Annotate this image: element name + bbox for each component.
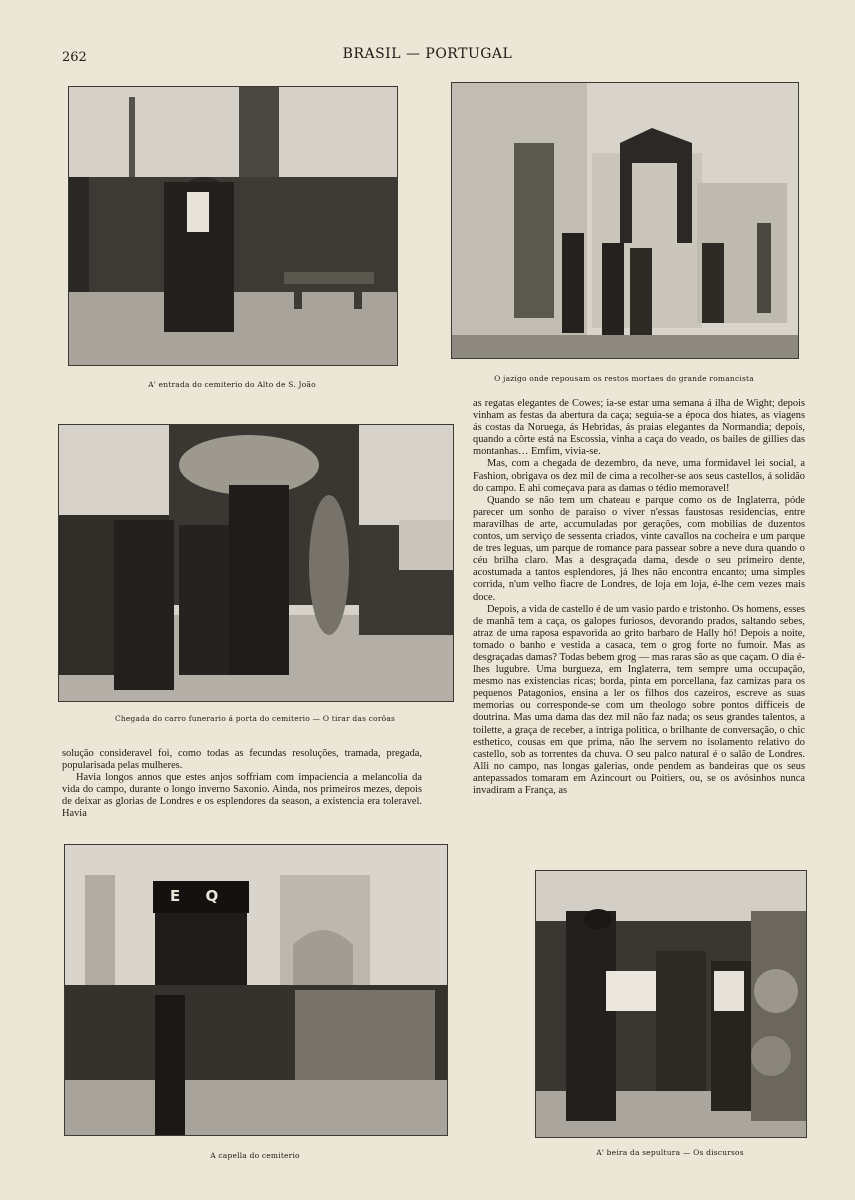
photo-graveside-speeches [535, 870, 807, 1138]
right-paragraph-1: as regatas elegantes de Cowes; ia-se estar uma semana á ilha de Wight; depois vinham as festas da abertura da caça; seguia-se a época dos hiates, as viagens ás costas da Noruega, ás Hebridas, ás praias elegantes da Normandia; depois, quando a côrte está na Escossia, vinha a caça do veado, os bailes de gillies das montanhas… Emfim, vivia-se. [473, 398, 805, 458]
photo-tomb [451, 82, 799, 359]
right-text-column [473, 398, 805, 797]
caption-photo5: A' beira da sepultura — Os discursos [596, 1148, 744, 1157]
photo-graveside-speeches-image [536, 871, 806, 1137]
photo-cemetery-entrance-image [69, 87, 397, 365]
right-paragraph-2: Mas, com a chegada de dezembro, da neve, uma formidavel lei social, a Fashion, obrigava os dez mil de cima a recolher-se aos seus castellos, á solidão do campo. E ahi começava para as damas o tédio memoravel! [473, 458, 805, 494]
running-head: BRASIL — PORTUGAL [342, 46, 513, 62]
caption-photo1: A' entrada do cemiterio do Alto de S. João [148, 380, 316, 389]
photo-cemetery-chapel [64, 844, 448, 1136]
caption-photo2: O jazigo onde repousam os restos mortaes do grande romancista [494, 374, 754, 383]
left-paragraph-2: Havia longos annos que estes anjos soffriam com impaciencia a melancolia da vida do campo, durante o longo inverno Saxonio. Ainda, nos primeiros mezes, depois de deixar as glorias de Londres e os esplendores da season, a existencia era toleravel. Havia [62, 772, 422, 820]
photo-cemetery-entrance [68, 86, 398, 366]
caption-photo3: Chegada do carro funerario á porta do cemiterio — O tirar das corôas [114, 714, 396, 723]
photo-cemetery-chapel-image [65, 845, 447, 1135]
photo-hearse-arrival-image [59, 425, 453, 701]
photo-hearse-arrival [58, 424, 454, 702]
chapel-door-letters: E Q [170, 887, 229, 905]
right-paragraph-4: Depois, a vida de castello é de um vasio pardo e tristonho. Os homens, esses de manhã tem a caça, os galopes furiosos, devorando prados, saltando sebes, atraz de uma raposa espavorida ao grito barbaro de Hally hó! Depois a noite, tomado o banho e vestida a casaca, tem o grog forte no fumoir. Mas as desgraçadas damas? Todas bebem grog — mas raras são as que caçam. O dia é-lhes lugubre. Uma burgueza, em Inglaterra, tem sempre uma occupação, mesmo nas existencias ricas; borda, pinta em porcellana, faz camizas para os pequenos Patagonios, ensina a ler os filhos dos cazeiros, escreve as suas memorias ou corresponde-se com um theologo sobre pontos difficeis de doutrina. Mas uma dama das dez mil não faz nada; os seus grandes talentos, a toilette, a graça de receber, a intriga politica, o brilhante de conversação, o chic esthetico, cousas em que prima, não lhe servem no isolamento relativo do castello, sob as torrentes da chuva. O seu palco natural é o salão de Londres. Alli no campo, nas longas galerias, onde pendem as bandeiras que os seus antepassados tomaram em Azincourt ou Poitiers, ou, se os avósinhos nunca invadiram a França, as [473, 603, 805, 796]
caption-photo4: A capella do cemiterio [210, 1151, 300, 1160]
page-number: 262 [62, 50, 87, 65]
left-text-column [62, 748, 422, 821]
right-paragraph-3: Quando se não tem um chateau e parque como os de Inglaterra, póde parecer um sonho de paraiso o viver n'essas faustosas residencias, entre maravilhas de arte, accumuladas por gerações, com mobilias de duzentos contos, um serviço de sessenta criados, vinte cavallos na cocheira e um parque de tres leguas, um parque de romance para passear sobre a neve dura quando o céu brilha claro. Mas a desgraçada dama, desde o seu primeiro dente, acostumada a tantos esplendores, já lhes não encontra encanto; uma simples corrida, n'um velho fiacre de Londres, de loja em loja, é-lhe cem vezes mais doce. [473, 494, 805, 603]
left-paragraph-1: solução consideravel foi, como todas as fecundas resoluções, tramada, pregada, popularisada pelas mulheres. [62, 748, 422, 772]
photo-tomb-image [452, 83, 798, 358]
